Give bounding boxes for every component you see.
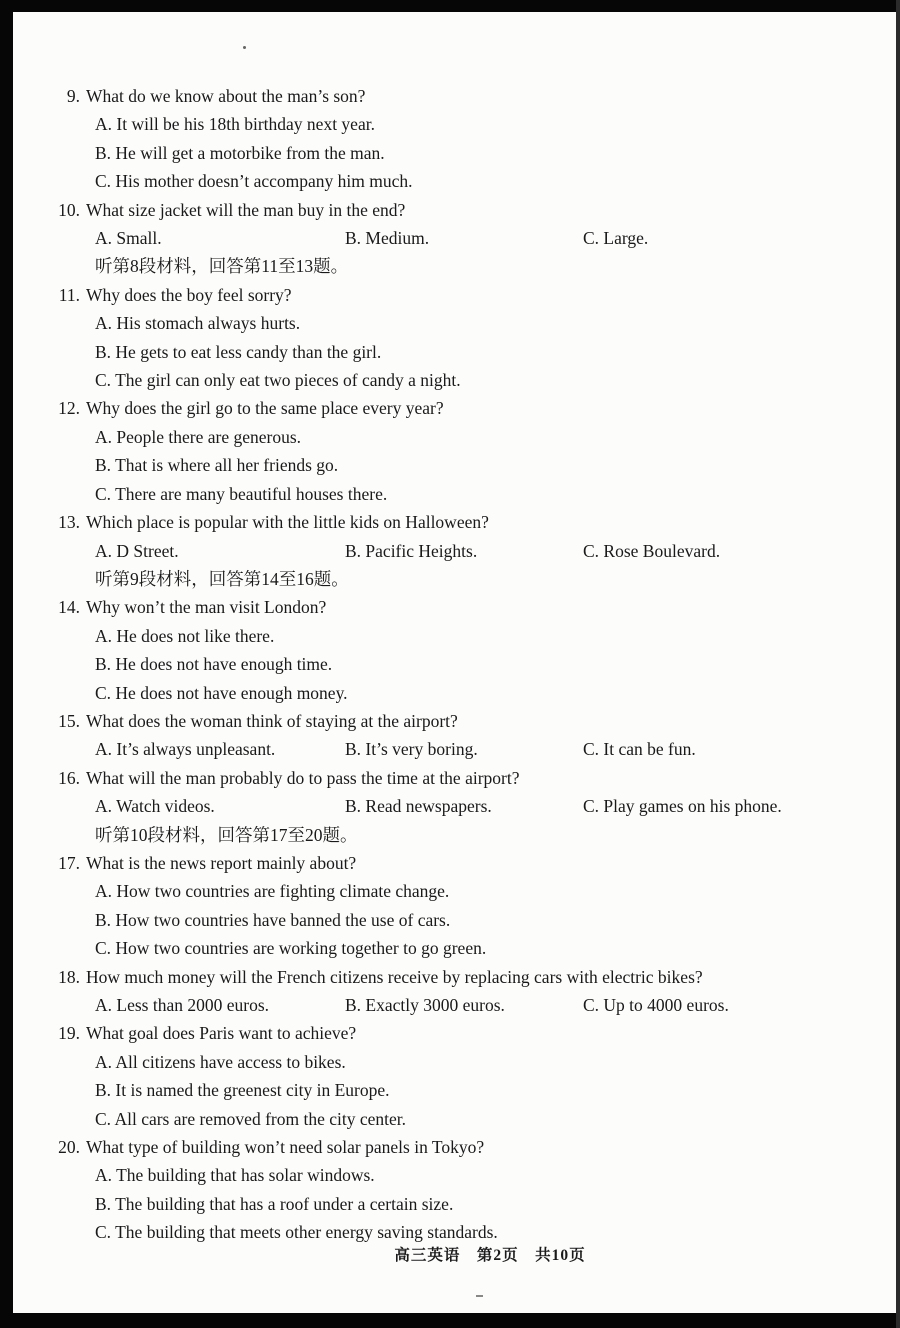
- option: B. The building that has a roof under a certain size.: [95, 1193, 454, 1214]
- option: A. His stomach always hurts.: [95, 313, 301, 334]
- question-number: 12.: [58, 398, 80, 419]
- options-row: [0, 224, 900, 252]
- question-item: [0, 82, 900, 196]
- option: C. He does not have enough money.: [95, 682, 348, 703]
- question-line: [0, 764, 900, 792]
- listening-instruction: 听第8段材料，回答第11至13题。: [95, 256, 349, 277]
- question-number: 18.: [58, 966, 80, 987]
- option: B. He gets to eat less candy than the girl.: [95, 341, 382, 362]
- scan-artifact-dot: [243, 46, 246, 49]
- question-text: What size jacket will the man buy in the end?: [86, 199, 406, 220]
- option: A. The building that has solar windows.: [95, 1165, 375, 1186]
- question-number: 9.: [66, 86, 80, 106]
- question-text: What goal does Paris want to achieve?: [86, 1023, 357, 1044]
- question-item: [0, 1133, 900, 1247]
- option: A. Small.: [95, 228, 162, 249]
- options-row: [0, 537, 900, 565]
- option: C. Rose Boulevard.: [583, 540, 721, 561]
- question-text: Which place is popular with the little kids on Halloween?: [86, 512, 489, 533]
- question-number: 11.: [58, 284, 80, 305]
- option: B. Medium.: [345, 228, 430, 249]
- question-item: [0, 196, 900, 253]
- question-line: [0, 508, 900, 536]
- page-footer: 高三英语 第2页 共10页: [394, 1247, 586, 1264]
- question-number: 17.: [58, 852, 80, 873]
- option: C. There are many beautiful houses there.: [95, 483, 388, 504]
- question-line: [0, 593, 900, 621]
- question-item: [0, 764, 900, 821]
- question-line: [0, 1133, 900, 1161]
- option: C. His mother doesn’t accompany him much.: [95, 171, 413, 192]
- question-list: [0, 82, 900, 1247]
- question-text: Why won’t the man visit London?: [86, 597, 327, 618]
- question-line: [0, 281, 900, 309]
- option: A. D Street.: [95, 540, 179, 561]
- option: A. Less than 2000 euros.: [95, 995, 270, 1015]
- option: A. It’s always unpleasant.: [95, 739, 276, 760]
- question-number: 15.: [58, 710, 80, 731]
- option: C. All cars are removed from the city center.: [95, 1108, 406, 1129]
- option: B. Read newspapers.: [345, 796, 492, 817]
- question-item: [0, 281, 900, 395]
- option: B. It is named the greenest city in Europe.: [95, 1080, 390, 1101]
- question-number: 13.: [58, 512, 80, 533]
- question-number: 16.: [58, 767, 80, 788]
- question-text: What will the man probably do to pass the time at the airport?: [86, 767, 520, 788]
- question-line: [0, 707, 900, 735]
- question-line: [0, 963, 900, 991]
- option: C. It can be fun.: [583, 739, 696, 760]
- option: B. He will get a motorbike from the man.: [95, 142, 385, 163]
- option: B. How two countries have banned the use of cars.: [95, 909, 451, 930]
- option: A. It will be his 18th birthday next year.: [95, 114, 375, 135]
- question-text: What is the news report mainly about?: [86, 852, 357, 873]
- question-item: [0, 394, 900, 508]
- option: B. That is where all her friends go.: [95, 455, 339, 476]
- option: A. People there are generous.: [95, 426, 302, 447]
- scan-artifact-dash: [476, 1295, 483, 1297]
- question-text: What do we know about the man’s son?: [86, 86, 366, 106]
- option: C. The building that meets other energy saving standards.: [95, 1222, 498, 1243]
- option: B. Pacific Heights.: [345, 540, 478, 561]
- option: C. Play games on his phone.: [583, 796, 782, 817]
- options-row: [0, 792, 900, 820]
- option: B. Exactly 3000 euros.: [345, 995, 505, 1015]
- question-number: 19.: [58, 1023, 80, 1044]
- option: C. Large.: [583, 228, 649, 249]
- question-item: [0, 1019, 900, 1133]
- option: A. Watch videos.: [95, 796, 215, 817]
- question-line: [0, 394, 900, 422]
- question-text: What type of building won’t need solar panels in Tokyo?: [86, 1137, 485, 1158]
- question-number: 14.: [58, 597, 80, 618]
- options-row: [0, 735, 900, 763]
- question-line: [0, 196, 900, 224]
- option: A. He does not like there.: [95, 625, 275, 646]
- question-text: What does the woman think of staying at the airport?: [86, 710, 458, 731]
- listening-instruction: 听第10段材料，回答第17至20题。: [95, 824, 358, 845]
- option: C. How two countries are working together to go green.: [95, 938, 487, 959]
- question-item: [0, 849, 900, 963]
- question-line: [0, 82, 900, 110]
- option: B. It’s very boring.: [345, 739, 478, 760]
- question-line: [0, 849, 900, 877]
- option: C. Up to 4000 euros.: [583, 995, 729, 1015]
- question-item: [0, 707, 900, 764]
- question-line: [0, 1019, 900, 1047]
- options-row: [0, 991, 900, 1019]
- question-text: How much money will the French citizens receive by replacing cars with electric bikes?: [86, 966, 703, 987]
- option: C. The girl can only eat two pieces of candy a night.: [95, 370, 461, 391]
- option: B. He does not have enough time.: [95, 654, 333, 675]
- question-text: Why does the boy feel sorry?: [86, 284, 292, 305]
- question-item: [0, 593, 900, 707]
- scan-edge-top: [0, 0, 900, 12]
- question-item: [0, 963, 900, 1020]
- option: A. How two countries are fighting climate change.: [95, 881, 450, 902]
- listening-instruction: 听第9段材料，回答第14至16题。: [95, 568, 349, 589]
- question-number: 10.: [58, 199, 80, 220]
- question-text: Why does the girl go to the same place every year?: [86, 398, 444, 419]
- scan-edge-bottom: [0, 1313, 900, 1328]
- question-item: [0, 508, 900, 565]
- question-number: 20.: [58, 1137, 80, 1158]
- option: A. All citizens have access to bikes.: [95, 1051, 346, 1072]
